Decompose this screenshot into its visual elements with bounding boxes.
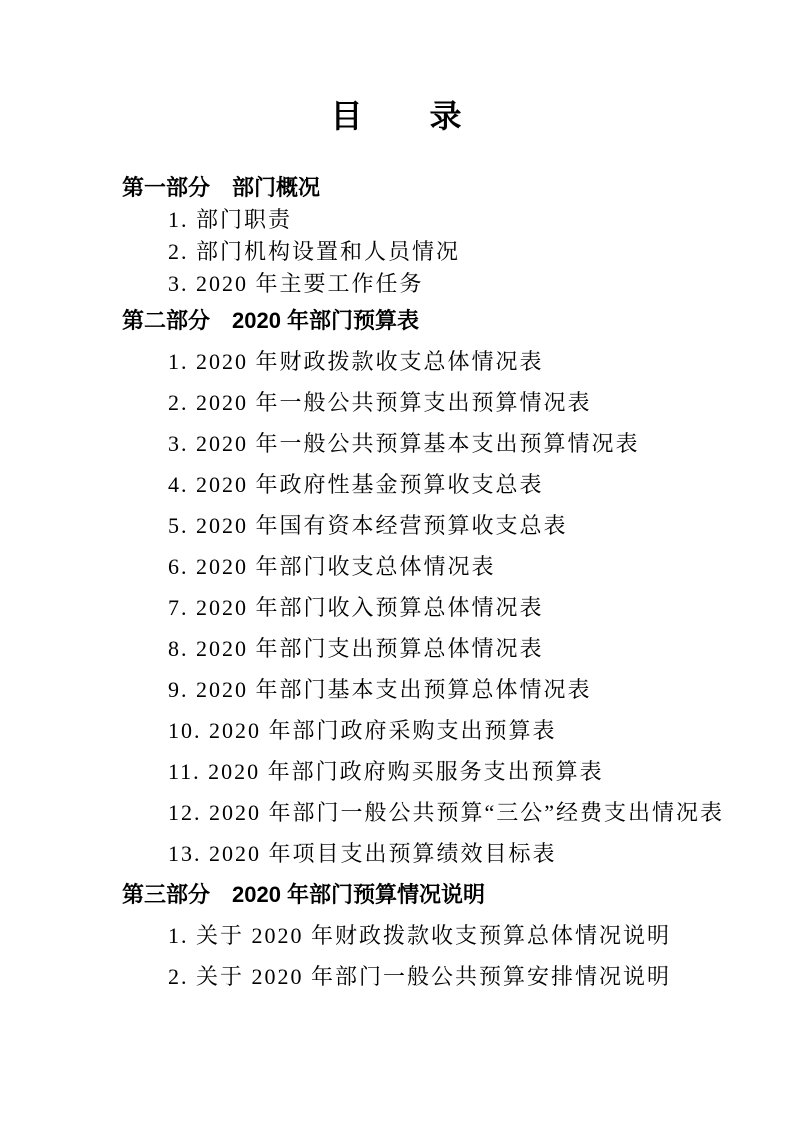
toc-entry: 3. 2020 年主要工作任务 bbox=[168, 271, 424, 296]
section-heading-part-1: 第一部分 部门概况 bbox=[122, 175, 321, 200]
toc-entry: 13. 2020 年项目支出预算绩效目标表 bbox=[168, 841, 557, 866]
toc-entry: 3. 2020 年一般公共预算基本支出预算情况表 bbox=[168, 431, 640, 456]
toc-entry: 9. 2020 年部门基本支出预算总体情况表 bbox=[168, 677, 592, 702]
toc-entry: 1. 部门职责 bbox=[168, 207, 293, 232]
section-part-1 bbox=[122, 172, 793, 300]
section-part-3 bbox=[122, 874, 793, 997]
toc-entry: 6. 2020 年部门收支总体情况表 bbox=[168, 554, 496, 579]
toc-entry: 1. 2020 年财政拨款收支总体情况表 bbox=[168, 349, 544, 374]
toc-entry: 11. 2020 年部门政府购买服务支出预算表 bbox=[168, 759, 604, 784]
toc-entry: 2. 2020 年一般公共预算支出预算情况表 bbox=[168, 390, 592, 415]
toc-entry: 5. 2020 年国有资本经营预算收支总表 bbox=[168, 513, 568, 538]
section-heading-part-3: 第三部分 2020 年部门预算情况说明 bbox=[122, 882, 486, 907]
toc-entry: 10. 2020 年部门政府采购支出预算表 bbox=[168, 718, 557, 743]
toc-entry: 12. 2020 年部门一般公共预算“三公”经费支出情况表 bbox=[168, 800, 725, 825]
section-heading-part-2: 第二部分 2020 年部门预算表 bbox=[122, 308, 420, 333]
toc-entry: 2. 关于 2020 年部门一般公共预算安排情况说明 bbox=[168, 964, 672, 989]
toc-entry: 8. 2020 年部门支出预算总体情况表 bbox=[168, 636, 544, 661]
toc-entry: 7. 2020 年部门收入预算总体情况表 bbox=[168, 595, 544, 620]
toc-entry: 1. 关于 2020 年财政拨款收支预算总体情况说明 bbox=[168, 923, 672, 948]
section-part-2 bbox=[122, 300, 793, 874]
toc-entry: 2. 部门机构设置和人员情况 bbox=[168, 239, 461, 264]
toc-title: 目 录 bbox=[330, 98, 463, 134]
toc-entry: 4. 2020 年政府性基金预算收支总表 bbox=[168, 472, 544, 497]
